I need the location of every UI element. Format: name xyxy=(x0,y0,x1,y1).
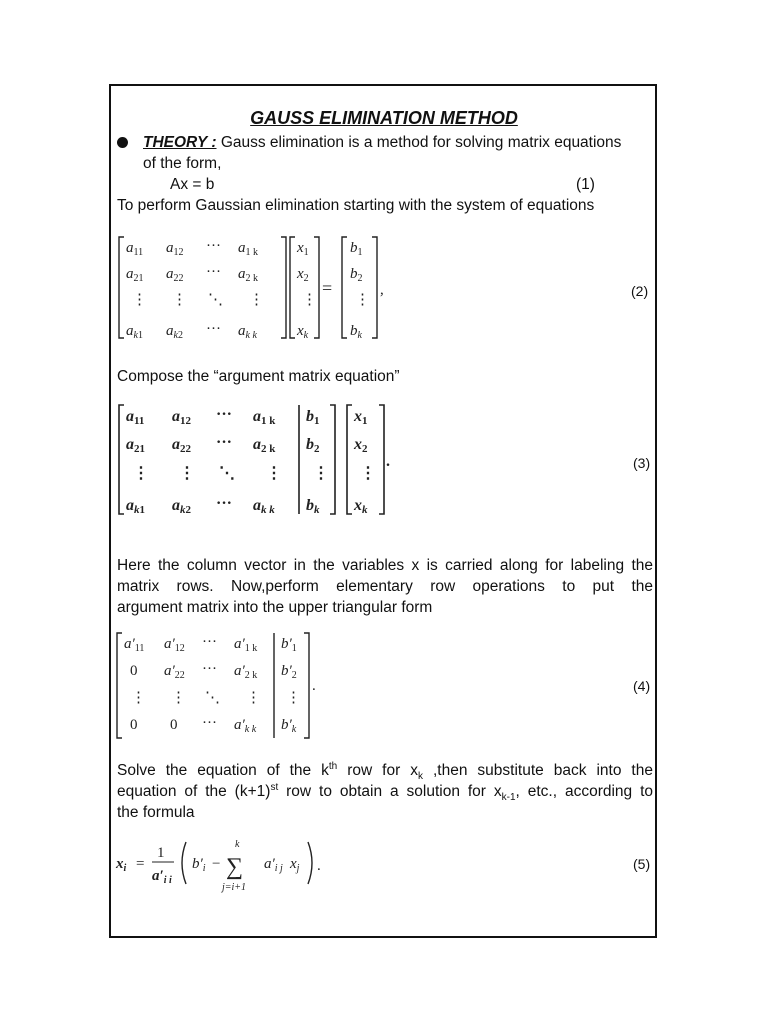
svg-text:···: ··· xyxy=(206,238,221,254)
svg-text:a1 k: a1 k xyxy=(253,408,276,427)
bullet-icon xyxy=(117,137,128,148)
svg-text:⋮: ⋮ xyxy=(360,465,376,482)
svg-text:a12: $a_{12}$ xyxy=(166,240,184,258)
svg-text:···: ··· xyxy=(202,634,217,650)
svg-text:b′k: $b'_k$ xyxy=(281,717,297,735)
svg-text:j=i+1: j=i+1 xyxy=(222,882,247,893)
svg-text:.: . xyxy=(386,453,390,470)
equation-2-number: (2) xyxy=(631,283,649,299)
svg-text:ak2: $a_k2$ xyxy=(166,323,183,341)
svg-text:ak2: ak2 xyxy=(172,497,191,516)
svg-text:b2: b2 xyxy=(306,436,320,455)
svg-text:⋮: ⋮ xyxy=(249,292,264,308)
svg-text:⋮: ⋮ xyxy=(266,465,282,482)
svg-text:⋮: ⋮ xyxy=(133,465,149,482)
svg-text:,: , xyxy=(380,282,384,298)
svg-text:0: 0 xyxy=(170,717,178,733)
equation-5-number: (5) xyxy=(633,856,651,872)
svg-text:a12: a12 xyxy=(172,408,191,427)
svg-text:0: 0 xyxy=(130,663,138,679)
svg-text:a22: a22 xyxy=(172,436,191,455)
svg-text:x2: $x_2$ xyxy=(297,266,309,284)
svg-text:bk: $b_k$ xyxy=(350,323,362,341)
svg-text:xi: $x_i$ xyxy=(116,856,127,874)
svg-text:.: . xyxy=(312,678,316,694)
svg-text:a′i i: $a'_{i i}$ xyxy=(152,868,172,886)
svg-text:a11: $a_{11}$ xyxy=(126,240,144,258)
svg-text:···: ··· xyxy=(202,715,217,731)
svg-text:···: ··· xyxy=(216,406,233,423)
svg-text:k: k xyxy=(235,839,240,850)
svg-text:a′22: $a'_{22}$ xyxy=(164,663,185,681)
paragraph-solve-line-1: Solve the equation of the $k^{th}$ row for $x_k$ ,then substitute back into the xyxy=(117,760,653,783)
page-title: GAUSS ELIMINATION METHOD xyxy=(250,108,518,128)
svg-text:xj: $x_j$ xyxy=(290,856,300,874)
svg-text:b1: b1 xyxy=(306,408,320,427)
svg-text:a1 k: $a_{1 k}$ xyxy=(238,240,258,258)
svg-text:ak k: ak k xyxy=(253,497,275,516)
svg-text:⋮: ⋮ xyxy=(171,690,186,706)
equation-2-matrix xyxy=(116,234,396,344)
svg-text:xk: $x_k$ xyxy=(297,323,309,341)
equation-4-number: (4) xyxy=(633,678,651,694)
svg-text:···: ··· xyxy=(202,661,217,677)
svg-text:⋮: ⋮ xyxy=(246,690,261,706)
svg-text:b′i: $b'_i$ xyxy=(192,856,206,874)
svg-text:xk: xk xyxy=(354,497,368,516)
svg-text:a′12: $a'_{12}$ xyxy=(164,636,185,654)
theory-text-1: Gauss elimination is a method for solving matrix equations xyxy=(220,134,622,151)
paragraph-solve-line-2: equation of the $(k+1)^{st}$ row to obtain a solution for $x_{k-1}$, etc., according to xyxy=(117,781,653,804)
svg-text:a′k k: $a'_{k k}$ xyxy=(234,717,257,735)
svg-text:x1: x1 xyxy=(354,408,368,427)
svg-text:···: ··· xyxy=(216,434,233,451)
svg-text:x1: $x_1$ xyxy=(297,240,309,258)
svg-text:∑: ∑ xyxy=(226,854,244,880)
svg-text:=: = xyxy=(322,278,333,298)
svg-text:a11: a11 xyxy=(126,408,145,427)
svg-text:⋮: ⋮ xyxy=(313,465,329,482)
svg-text:.: . xyxy=(317,858,321,874)
paragraph-system: To perform Gaussian elimination starting with the system of equations xyxy=(117,197,595,214)
theory-label: THEORY : xyxy=(143,134,217,151)
paragraph-here-line-1: Here the column vector in the variables x is carried along for labeling the xyxy=(117,557,653,574)
svg-text:⋮: ⋮ xyxy=(179,465,195,482)
equation-3-number: (3) xyxy=(633,455,651,471)
svg-text:a′11: $a'_{11}$ xyxy=(124,636,145,654)
svg-text:a2 k: $a_{2 k}$ xyxy=(238,266,258,284)
svg-text:0: 0 xyxy=(130,717,138,733)
equation-3-matrix xyxy=(116,402,396,518)
svg-text:a21: a21 xyxy=(126,436,145,455)
svg-text:a′2 k: $a'_{2 k}$ xyxy=(234,663,258,681)
svg-text:⋮: ⋮ xyxy=(286,690,301,706)
svg-text:b′1: $b'_1$ xyxy=(281,636,297,654)
svg-text:x2: x2 xyxy=(354,436,368,455)
svg-text:⋮: ⋮ xyxy=(131,690,146,706)
svg-text:···: ··· xyxy=(206,321,221,337)
theory-line-1 xyxy=(143,132,621,153)
svg-text:···: ··· xyxy=(206,264,221,280)
svg-text:⋮: ⋮ xyxy=(355,292,370,308)
paragraph-compose: Compose the “argument matrix equation” xyxy=(117,368,400,385)
equation-4-matrix xyxy=(114,630,334,742)
svg-text:ak1: ak1 xyxy=(126,497,145,516)
equation-5-formula xyxy=(114,834,344,894)
svg-text:⋮: ⋮ xyxy=(132,292,147,308)
paragraph-here-line-2: matrix rows. Now,perform elementary row operations to put the xyxy=(117,578,653,595)
svg-text:⋮: ⋮ xyxy=(172,292,187,308)
paragraph-solve-line-3: the formula xyxy=(117,804,195,821)
svg-text:ak k: $a_{k k}$ xyxy=(238,323,257,341)
equation-1-number: (1) xyxy=(576,176,595,193)
svg-text:ak1: $a_k1$ xyxy=(126,323,143,341)
svg-text:a′1 k: $a'_{1 k}$ xyxy=(234,636,258,654)
svg-text:a21: $a_{21}$ xyxy=(126,266,144,284)
svg-text:−: − xyxy=(212,856,221,872)
svg-text:a′i j: $a'_{i j}$ xyxy=(264,856,283,874)
svg-text:b1: $b_1$ xyxy=(350,240,363,258)
svg-text:⋱: ⋱ xyxy=(205,690,220,706)
svg-text:b2: $b_2$ xyxy=(350,266,363,284)
theory-text-2: of the form, xyxy=(143,155,222,172)
svg-text:⋱: ⋱ xyxy=(208,292,223,308)
svg-text:a22: $a_{22}$ xyxy=(166,266,184,284)
equation-1: Ax = b xyxy=(170,176,215,193)
paragraph-here-line-3: argument matrix into the upper triangular form xyxy=(117,599,433,616)
svg-text:⋱: ⋱ xyxy=(219,465,235,482)
svg-text:b′2: $b'_2$ xyxy=(281,663,297,681)
svg-text:1: 1 xyxy=(157,845,165,861)
svg-text:⋮: ⋮ xyxy=(302,292,317,308)
svg-text:···: ··· xyxy=(216,495,233,512)
svg-text:bk: bk xyxy=(306,497,320,516)
svg-text:a2 k: a2 k xyxy=(253,436,276,455)
svg-text:=: = xyxy=(136,856,145,872)
